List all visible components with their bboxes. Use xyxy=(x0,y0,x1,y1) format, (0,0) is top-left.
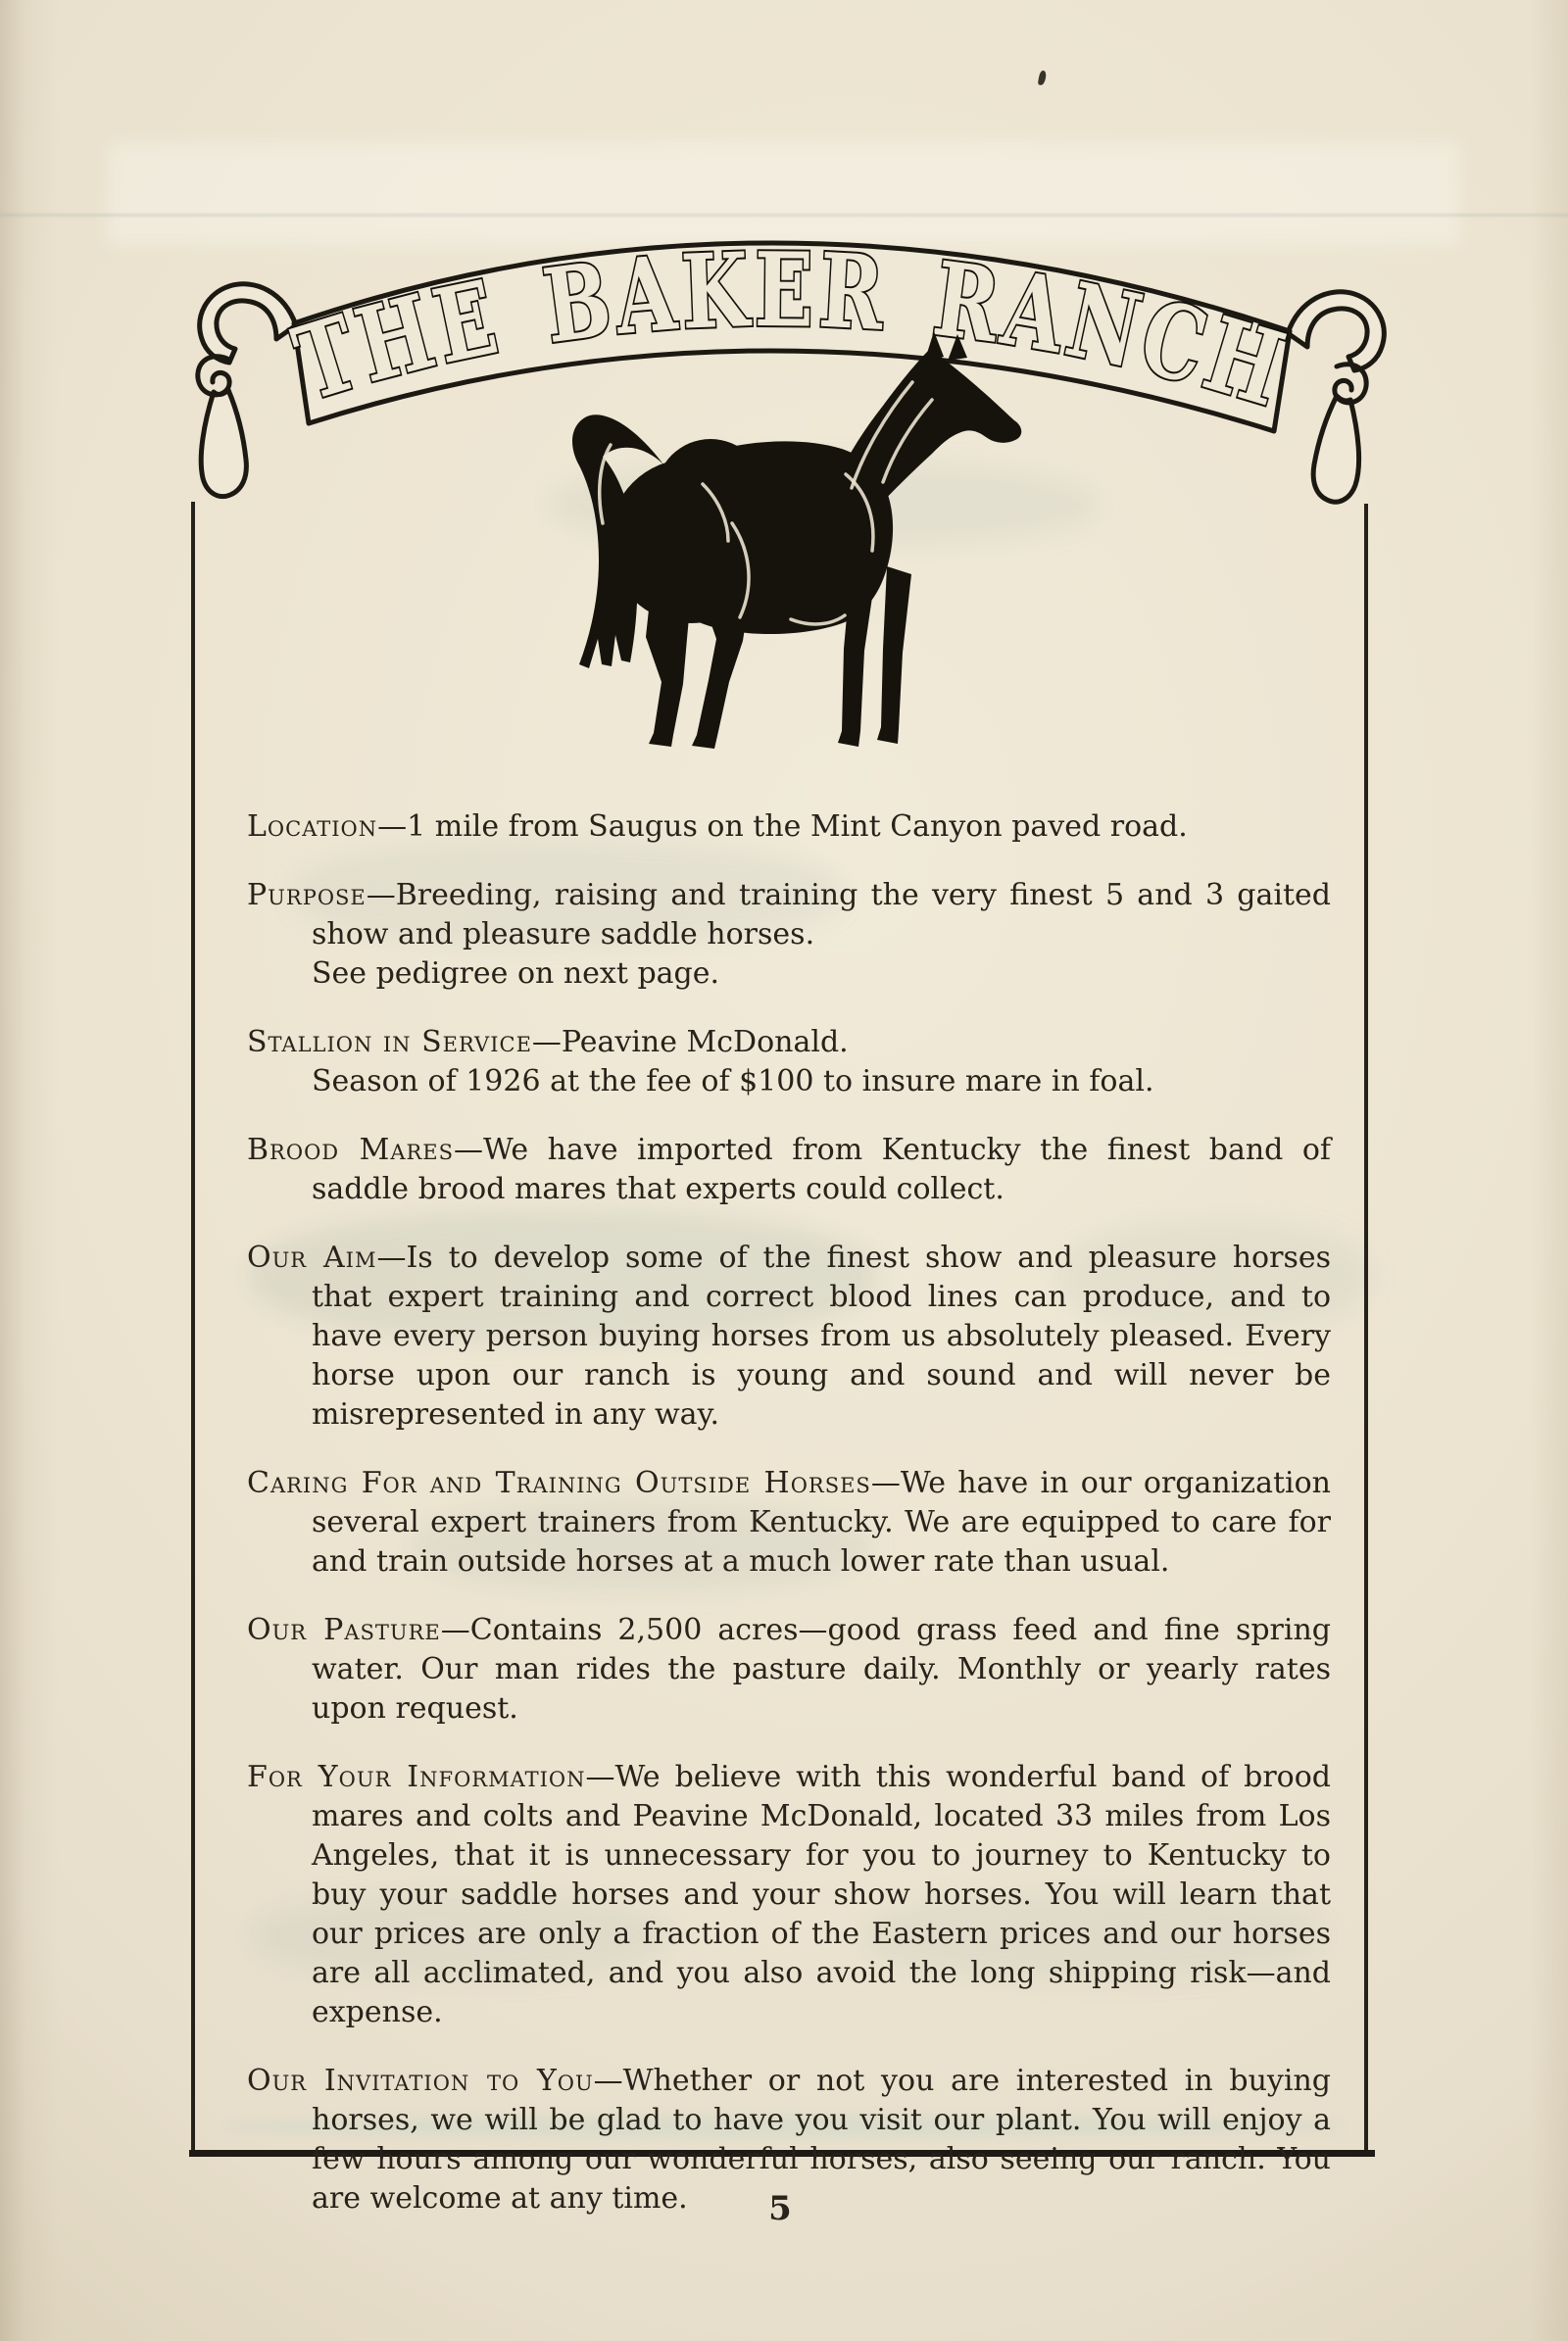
section-body: —We have imported from Kentucky the finest band of saddle brood mares that experts could collect. xyxy=(312,1133,1332,1206)
section-extras xyxy=(312,954,1331,994)
section-label: Our Aim xyxy=(247,1241,377,1275)
ribbon-right-curl xyxy=(1335,365,1366,403)
ink-speck xyxy=(1038,71,1047,86)
section-label: Caring For and Training Outside Horses xyxy=(247,1466,871,1500)
horse-silhouette-icon xyxy=(572,331,1021,749)
ribbon-left-tail xyxy=(201,390,246,497)
section-body: —We have in our organization several expert trainers from Kentucky. We are equipped to care for and train outside horses at a much lower rate than usual. xyxy=(312,1466,1331,1579)
section-paragraph xyxy=(247,1131,1331,1209)
section-body: —Is to develop some of the finest show and pleasure horses that expert training and correct blood lines can produce, and to have every person buying horses from us absolutely pleased. Every horse upon our ranch is young and sound and will never be misrepresented in any way. xyxy=(312,1241,1331,1432)
section-body: —Whether or not you are interested in buying horses, we will be glad to have you visit our plant. You will enjoy a few hours among our wonderful horses, also seeing our ranch. You are welcome at any time. xyxy=(312,2064,1331,2216)
section-extras xyxy=(312,1062,1331,1101)
section-body: —Contains 2,500 acres—good grass feed and fine spring water. Our man rides the pasture daily. Monthly or yearly rates upon request. xyxy=(312,1613,1331,1726)
section-extra-line: See pedigree on next page. xyxy=(312,956,720,991)
section-paragraph xyxy=(247,876,1331,994)
section-label: Our Invitation to You xyxy=(247,2064,594,2098)
section-label: Location xyxy=(247,809,378,844)
section-extra-line: Season of 1926 at the fee of $100 to insure mare in foal. xyxy=(312,1064,1154,1098)
sections-container xyxy=(247,807,1331,2248)
section-body: —1 mile from Saugus on the Mint Canyon paved road. xyxy=(377,809,1188,844)
frame-border-left xyxy=(191,502,195,2154)
section-paragraph xyxy=(247,1758,1331,2032)
ribbon-left-hook xyxy=(200,284,296,363)
section-paragraph xyxy=(247,1464,1331,1582)
section-paragraph xyxy=(247,1239,1331,1435)
section-label: Purpose xyxy=(247,878,367,912)
section-label: Stallion in Service xyxy=(247,1025,532,1059)
frame-border-right xyxy=(1364,504,1368,2154)
section-body: —Peavine McDonald. xyxy=(531,1025,849,1059)
section-label: For Your Information xyxy=(247,1760,586,1794)
section-paragraph xyxy=(247,807,1331,847)
banner-title: THE BAKER RANCH xyxy=(281,228,1325,439)
page-number: 5 xyxy=(768,2189,792,2228)
section-label: Brood Mares xyxy=(247,1133,455,1167)
section-body: —We believe with this wonderful band of brood mares and colts and Peavine McDonald, located 33 miles from Los Angeles, that it is unnecessary for you to journey to Kentucky to buy your saddle horses and your show horses. You will learn that our prices are only a fraction of the Eastern prices and our horses are all acclimated, and you also avoid the long shipping risk—and expense. xyxy=(312,1760,1331,2029)
section-paragraph xyxy=(247,1611,1331,1729)
ribbon-right-tail xyxy=(1313,396,1358,502)
ribbon-right-hook xyxy=(1288,292,1384,370)
horse-illustration xyxy=(554,325,1063,761)
section-body: —Breeding, raising and training the very finest 5 and 3 gaited show and pleasure saddle horses. xyxy=(312,878,1331,951)
section-label: Our Pasture xyxy=(247,1613,441,1647)
section-paragraph xyxy=(247,1023,1331,1101)
